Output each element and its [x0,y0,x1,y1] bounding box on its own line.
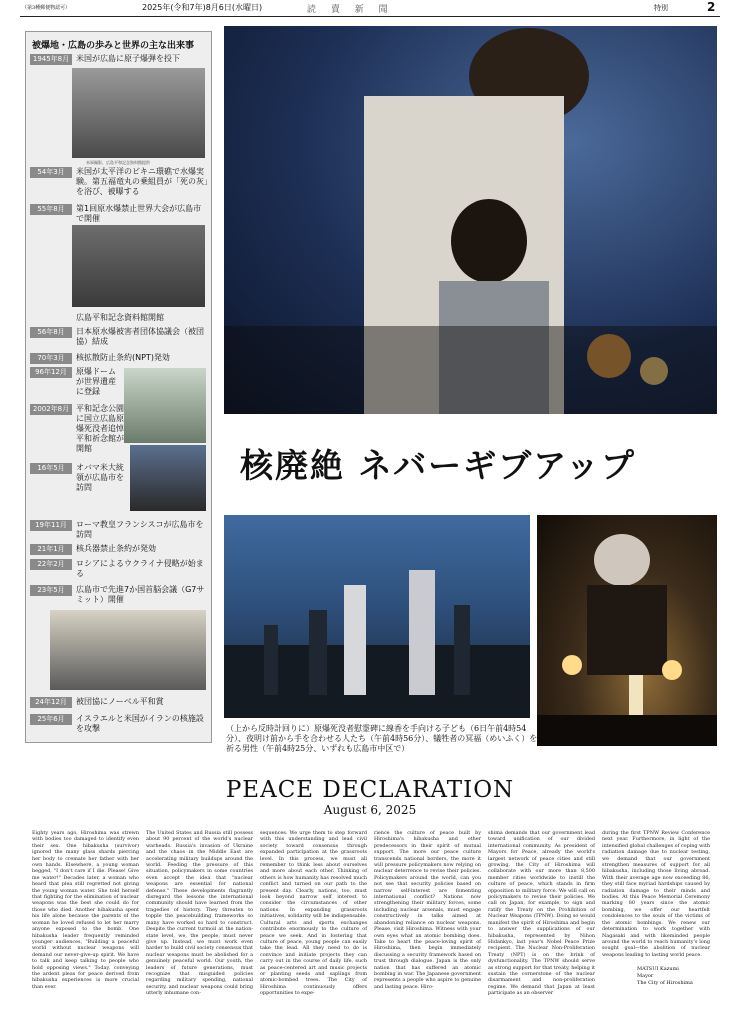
event-year: 2002年8月 [30,404,72,415]
event-text: 被団協にノーベル平和賞 [76,697,164,706]
event-year: 21年1月 [30,544,72,555]
event-text: 広島平和記念資料館開館 [76,313,164,322]
page-number: 2 [707,0,716,14]
event-year: 25年6月 [30,714,72,725]
event-year: 55年8月 [30,204,72,215]
event-text: 米国が太平洋のビキニ環礁で水爆実験。第五福竜丸の乗組員が「死の灰」を浴び、被曝する [76,167,208,196]
declaration-column: Eighty years ago, Hiroshima was strewn with bodies too damaged to identify even their sex. One hibakusha (survivor) ignored the many glass shards piercing her body to cremate her father with her own hands. Elsewhere, a young woman begged, "I don't care if I die. Please! Give me water!" Decades later, a woman who heard that plea still regretted not giving the young woman water. She told herself that fighting for the elimination of nuclear weapons was the best she could do for those who died. Another hibakusha spent his life alone because the parents of the woman he loved refused to let her marry anyone exposed to the bomb. One hibakusha leader frequently reminded younger audiences, "Building a peaceful world without nuclear weapons will demand our never-give-up spirit. We have to talk and keep talking to people who hold opposing views." Today, conveying the ardent pleas for peace derived from hibakusha experiences is more crucial than ever. [32,830,139,990]
event-text: 日本原水爆被害者団体協議会（被団協）結成 [76,327,204,346]
photo-credit: 米軍撮影、広島平和記念資料館提供 [86,160,150,165]
newspaper-header [22,2,722,16]
event-text: イスラエルと米国がイランの核施設を攻撃 [76,714,204,733]
event-text: 平和記念公園に国立広島原爆死没者追悼平和祈念館が開館 [76,404,124,453]
signatory-title: Mayor [637,973,654,979]
world-conference-photo [72,225,205,307]
atomic-dome-ruins-photo [72,68,205,158]
event-text: ローマ教皇フランシスコが広島市を訪問 [76,520,204,539]
event-year: 19年11月 [30,520,72,531]
declaration-column: during the first TPNW Review Conference next year. Furthermore, in light of the intensified global challenges of coping with radiation damage due to nuclear testing, we demand that our government strengthen measures of support for all hibakusha, including those living abroad. With their average age now exceeding 86, they still face myriad hardships caused by radiation damage to their minds and bodies. At this Peace Memorial Ceremony marking 80 years since the atomic bombing, we offer our heartfelt condolences to the souls of the victims of the atomic bombings. We renew our determination to work together with Nagasaki and with likeminded people around the world to reach humanity's long sought goal—the abolition of nuclear weapons leading to lasting world peace. [602,830,710,958]
event-text: 核拡散防止条約(NPT)発効 [76,353,170,362]
man-praying-photo [537,515,717,746]
declaration-column: shima demands that our government lead toward unification of our divided international community. As president of Mayors for Peace, already the world's largest network of peace cities and still growing, the City of Hiroshima will collaborate with our more than 8,500 member cities worldwide to instill the culture of peace, which stands in firm opposition to military force. We will call on policymakers to revise their policies. We call on Japan, for example, to sign and ratify the Treaty on the Prohibition of Nuclear Weapons (TPNW). Doing so would manifest the spirit of Hiroshima and begin to answer the supplications of our hibakusha, represented by Nihon Hidankyo, last year's Nobel Peace Prize recipient. The Nuclear Non-Proliferation Treaty (NPT) is on the brink of dysfunctionality. The TPNW should serve as strong support for that treaty, helping it sustain the cornerstone of the nuclear disarmament and non-proliferation regime. We demand that Japan at least participate as an observer [488,830,595,997]
event-year: 16年5月 [30,463,72,474]
declaration-column: rience the culture of peace built by Hiroshima's hibakusha and other predecessors in their spirit of mutual support. The more our peace culture transcends national borders, the more it will pressure policymakers now relying on nuclear deterrence to revise their policies. Policymakers around the world, can you not see that security policies based on narrow self-interest are fomenting international conflict? Nations now strengthening their military forces, some including nuclear arsenals, must engage constructively in talks aimed at abandoning reliance on nuclear weapons. Please, visit Hiroshima. Witness with your own eyes what an atomic bombing does. Take to heart the peace-loving spirit of Hiroshima, then begin immediately discussing a security framework based on trust through dialogue. Japan is the only nation that has suffered an atomic bombing in war. The Japanese government represents a people who aspire to genuine and lasting peace. Hiro- [374,830,481,990]
event-text: 広島市で先進7か国首脳会議（G7サミット）開催 [76,585,205,604]
signatory-city: The City of Hiroshima [637,980,693,986]
declaration-column: The United States and Russia still possess about 90 percent of the world's nuclear warheads. Russia's invasion of Ukraine and the chaos in the Middle East are accelerating military buildups around the world. Feeding the pressure of this situation, policymakers in some countries even accept the idea that "nuclear weapons are essential for national defense." These developments flagrantly disregard the lessons the international community should have learned from the tragedies of history. They threaten to topple the peacebuilding frameworks so many have worked so hard to construct. Despite the current turmoil at the nation-state level, we, the people, must never give up. Instead, we must work even harder to build civil society consensus that nuclear weapons must be abolished for a genuinely peaceful world. Our youth, the leaders of future generations, must recognize that misguided policies regarding military spending, national security, and nuclear weapons could bring utterly inhumane con- [146,830,253,997]
photo-caption: （上から反時計回りに）原爆死没者慰霊碑に線香を手向ける子ども（6日午前4時54分）、夜明け前から手を合わせる人たち（午前4時56分）、犠牲者の冥福（めいふく）を祈る男性（午前4時25分、いずれも広島市中区で） [226,724,538,753]
event-year: 54年3月 [30,167,72,178]
dawn-prayer-photo [224,515,530,718]
declaration-date: August 6, 2025 [323,803,417,817]
timeline-title: 被爆地・広島の歩みと世界の主な出来事 [32,41,195,51]
obama-visit-photo [130,445,206,511]
event-text: 第1回原水爆禁止世界大会が広島市で開催 [76,204,202,223]
event-text: ロシアによるウクライナ侵略が始まる [76,559,204,578]
incense-offering-photo [224,26,717,414]
declaration-column: sequences. We urge them to step forward with this understanding and lead civil society toward consensus through expanded participation at the grassroots level. In this process, we must all remember to think less about ourselves and more about each other. Thinking of others is how humanity has resolved much conflict and turned on our path to the present day. Clearly, nations, too, must look beyond narrow self interest to consider the circumstances of other nations. In expanding grassroots initiatives, solidarity will be indispensable. Cultural arts and sports exchanges contribute enormously to the culture of peace we seek. And in fostering that culture of peace, young people can easily take the lead. All they need to do is convince and initiate projects they can carry out in the course of daily life, such as peace-centered art and music projects or planting seeds and saplings from atomic-bombed trees. The City of Hiroshima continuously offers opportunities to expe- [260,830,367,997]
header-rule [20,16,720,17]
memorial-hall-photo [124,368,206,443]
event-text: 米国が広島に原子爆弾を投下 [76,54,180,63]
section-label: 特別 [654,4,668,12]
timeline-panel [25,31,212,743]
signatory-name: MATSUI Kazumi [637,966,679,972]
event-year: 1945年8月 [30,54,72,65]
event-year: 56年8月 [30,327,72,338]
postal-notice: （第3種郵便物認可） [22,5,71,11]
event-year: 23年5月 [30,585,72,596]
paper-name: 読 賣 新 聞 [307,5,394,15]
declaration-title: PEACE DECLARATION [225,777,515,803]
signature-block [637,966,693,987]
issue-date: 2025年(令和7年)8月6日(水曜日) [142,3,263,12]
event-year: 96年12月 [30,367,72,378]
event-year: 22年2月 [30,559,72,570]
headline: 核廃絶 ネバーギブアップ [240,446,636,485]
event-text: オバマ米大統領が広島市を訪問 [76,463,124,492]
g7-summit-photo [50,610,206,690]
event-text: 原爆ドームが世界遺産に登録 [76,367,116,396]
event-year: 70年3月 [30,353,72,364]
event-text: 核兵器禁止条約が発効 [76,544,156,553]
event-year: 24年12月 [30,697,72,708]
